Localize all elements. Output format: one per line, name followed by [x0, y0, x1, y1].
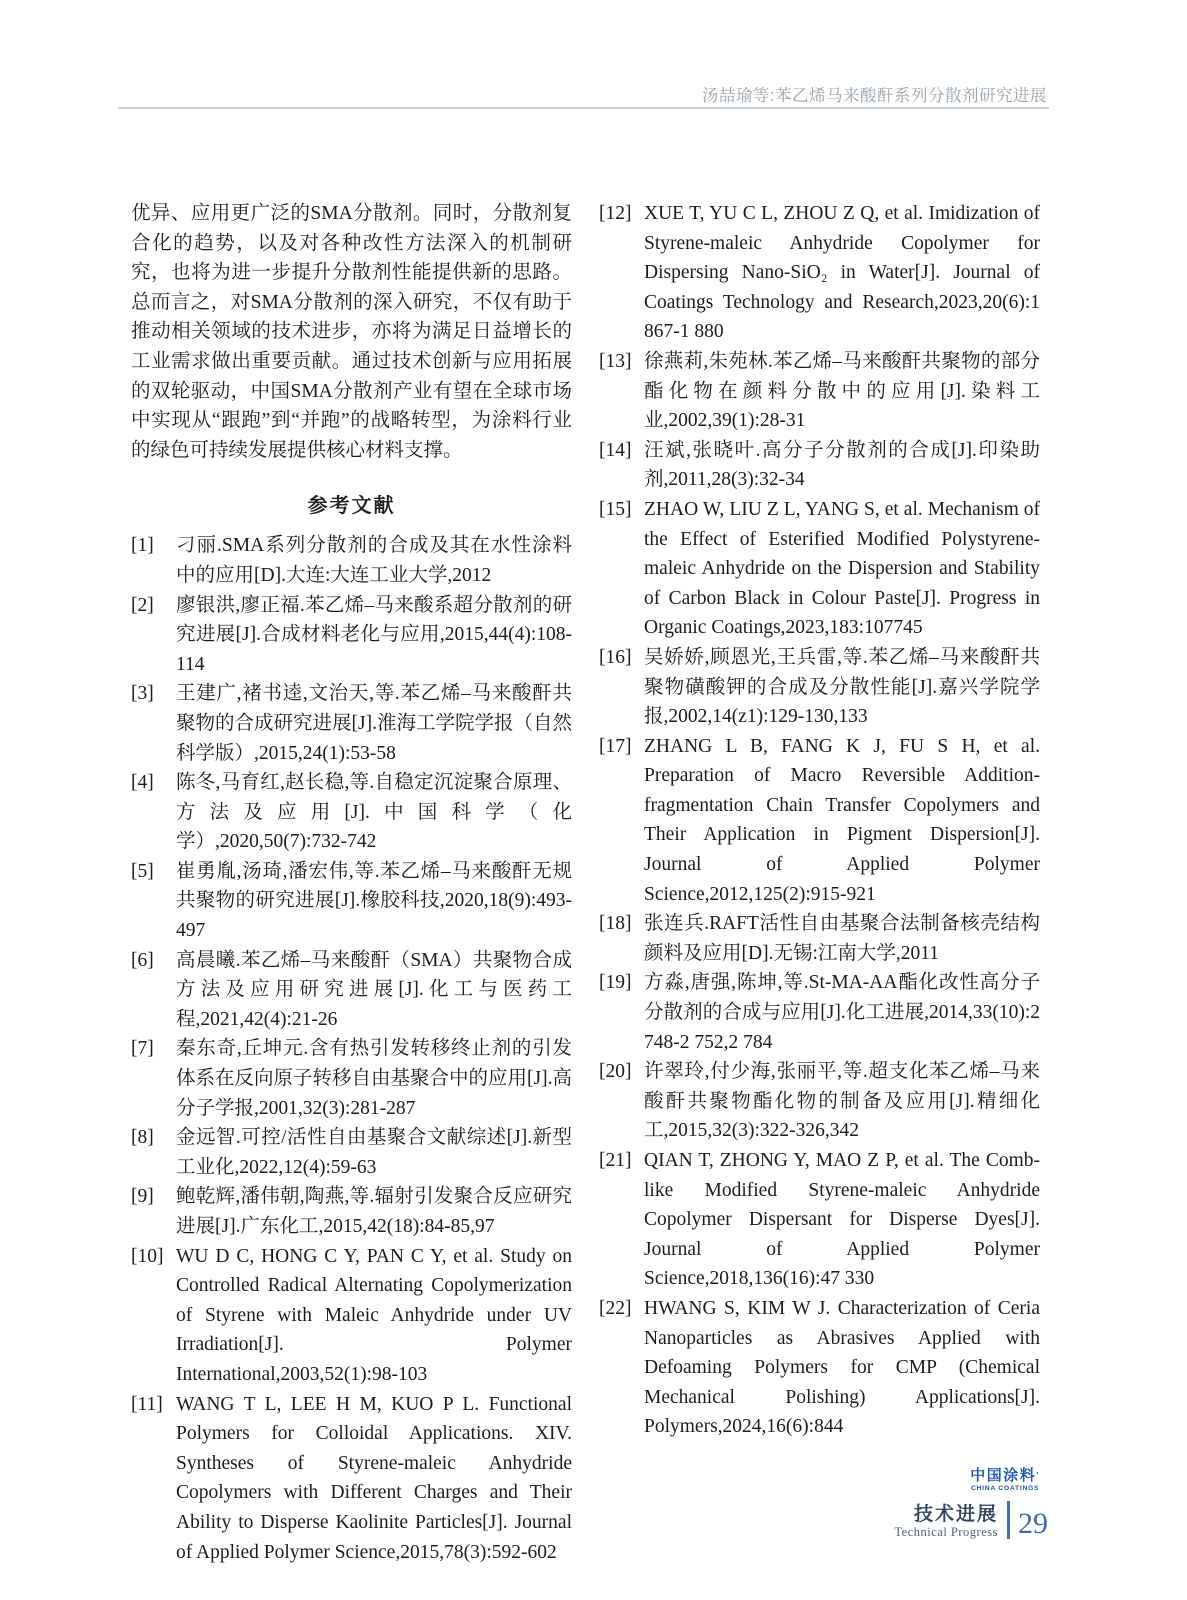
reference-item: [599, 1146, 1040, 1294]
ref-number: [22]: [599, 1297, 632, 1319]
publisher-logo-area: [599, 1468, 1040, 1495]
ref-number: [15]: [599, 498, 632, 520]
ref-text: 吴娇娇,顾恩光,王兵雷,等.苯乙烯–马来酸酐共聚物磺酸钾的合成及分散性能[J].嘉兴学院学报,2002,14(z1):129-130,133: [644, 646, 1040, 728]
reference-item: [131, 591, 572, 680]
logo-trademark: ’: [1036, 1470, 1040, 1480]
ref-number: [14]: [599, 439, 632, 461]
reference-item: [131, 946, 572, 1035]
references-heading: 参考文献: [307, 495, 396, 518]
ref-number: [7]: [131, 1038, 154, 1060]
ref-text: 高晨曦.苯乙烯–马来酸酐（SMA）共聚物合成方法及应用研究进展[J].化工与医药工程,2021,42(4):21-26: [176, 949, 572, 1030]
ref-number: [8]: [131, 1127, 154, 1149]
logo-title-text: 中国涂料: [970, 1466, 1037, 1484]
reference-item: [131, 1034, 572, 1123]
footer-divider: [1007, 1501, 1010, 1539]
ref-number: [19]: [599, 972, 632, 994]
reference-item: [599, 436, 1040, 495]
column-right: [599, 199, 1040, 1567]
ref-text: 崔勇胤,汤琦,潘宏伟,等.苯乙烯–马来酸酐无规共聚物的研究进展[J].橡胶科技,2020,18(9):493-497: [176, 860, 572, 942]
reference-item: [131, 768, 572, 857]
china-coatings-logo: [970, 1468, 1040, 1493]
ref-number: [21]: [599, 1150, 632, 1171]
ref-text: WU D C, HONG C Y, PAN C Y, et al. Study on Controlled Radical Alternating Copolymerization of Styrene with Maleic Anhydride under UV Irradiation[J]. Polymer International,2003,52(1):98-103: [176, 1245, 572, 1385]
article-columns: [131, 199, 1040, 1567]
ref-number: [1]: [131, 535, 154, 557]
ref-text: 徐燕莉,朱苑林.苯乙烯–马来酸酐共聚物的部分酯化物在颜料分散中的应用[J].染料工业,2002,39(1):28-31: [644, 350, 1040, 432]
reference-item: [599, 347, 1040, 436]
footer-page-number: 29: [1018, 1507, 1048, 1540]
reference-item: [599, 643, 1040, 732]
ref-text: HWANG S, KIM W J. Characterization of Ceria Nanoparticles as Abrasives Applied with Defoaming Polymers for CMP (Chemical Mechanical Polishing) Applications[J]. Polymers,2024,16(6):844: [644, 1297, 1040, 1438]
ref-number: [10]: [131, 1245, 164, 1267]
ref-text: XUE T, YU C L, ZHOU Z Q, et al. Imidization of Styrene-maleic Anhydride Copolymer for Dispersing Nano-SiO₂ in Water[J]. Journal of Coatings Technology and Research,2023,20(6):1 867-1 880: [644, 203, 1040, 343]
ref-text: ZHANG L B, FANG K J, FU S H, et al. Preparation of Macro Reversible Addition-fragmentation Chain Transfer Copolymers and Their Application in Pigment Dispersion[J]. Journal of Applied Polymer Science,2012,125(2):915-921: [644, 735, 1040, 905]
reference-item: [131, 531, 572, 590]
reference-item: [131, 1242, 572, 1390]
ref-number: [4]: [131, 772, 154, 794]
ref-text: 许翠玲,付少海,张丽平,等.超支化苯乙烯–马来酸酐共聚物酯化物的制备及应用[J].精细化工,2015,32(3):322-326,342: [644, 1061, 1040, 1142]
ref-text: 汪斌,张晓叶.高分子分散剂的合成[J].印染助剂,2011,28(3):32-34: [644, 439, 1040, 491]
ref-number: [3]: [131, 683, 154, 705]
column-left: [131, 199, 572, 1567]
ref-text: 金远智.可控/活性自由基聚合文献综述[J].新型工业化,2022,12(4):59-63: [176, 1127, 572, 1178]
ref-text: 张连兵.RAFT活性自由基聚合法制备核壳结构颜料及应用[D].无锡:江南大学,2011: [644, 913, 1040, 964]
ref-text: 廖银洪,廖正福.苯乙烯–马来酸系超分散剂的研究进展[J].合成材料老化与应用,2015,44(4):108-114: [176, 594, 572, 675]
reference-item: [599, 495, 1040, 643]
reference-item: [599, 1057, 1040, 1146]
logo-title: [970, 1468, 1040, 1484]
reference-item: [131, 857, 572, 946]
ref-text: QIAN T, ZHONG Y, MAO Z P, et al. The Comb-like Modified Styrene-maleic Anhydride Copolymer Dispersant for Disperse Dyes[J]. Journal of Applied Polymer Science,2018,136(16):47 330: [644, 1150, 1040, 1290]
header-rule: [118, 107, 1049, 109]
footer-section-en: Technical Progress: [894, 1525, 998, 1539]
ref-number: [5]: [131, 860, 154, 882]
running-head: 汤喆瑜等:苯乙烯马来酸酐系列分散剂研究进展: [701, 87, 1047, 105]
ref-number: [17]: [599, 735, 632, 757]
ref-number: [11]: [131, 1393, 163, 1415]
ref-number: [2]: [131, 594, 154, 616]
logo-subtitle: CHINA COATINGS: [970, 1484, 1040, 1492]
reference-item: [599, 909, 1040, 968]
reference-item: [131, 1390, 572, 1568]
ref-number: [16]: [599, 646, 632, 668]
ref-text: ZHAO W, LIU Z L, YANG S, et al. Mechanism of the Effect of Esterified Modified Polystyrene-maleic Anhydride on the Dispersion and Stability of Carbon Black in Colour Paste[J]. Progress in Organic Coatings,2023,183:107745: [644, 498, 1040, 639]
ref-number: [12]: [599, 203, 632, 224]
ref-number: [13]: [599, 350, 632, 372]
reference-item: [131, 1123, 572, 1182]
ref-number: [20]: [599, 1061, 632, 1083]
reference-item: [131, 1182, 572, 1241]
ref-text: 鲍乾辉,潘伟朝,陶燕,等.辐射引发聚合反应研究进展[J].广东化工,2015,42(18):84-85,97: [176, 1186, 572, 1237]
ref-number: [6]: [131, 949, 154, 971]
page-footer: [894, 1501, 1048, 1547]
ref-number: [18]: [599, 913, 632, 935]
reference-item: [599, 968, 1040, 1057]
reference-item: [599, 1294, 1040, 1442]
closing-paragraph: 优异、应用更广泛的SMA分散剂。同时，分散剂复合化的趋势，以及对各种改性方法深入的机制研究，也将为进一步提升分散剂性能提供新的思路。总而言之，对SMA分散剂的深入研究，不仅有助于推动相关领域的技术进步，亦将为满足日益增长的工业需求做出重要贡献。通过技术创新与应用拓展的双轮驱动，中国SMA分散剂产业有望在全球市场中实现从“跟跑”到“并跑”的战略转型，为涂料行业的绿色可持续发展提供核心材料支撑。: [131, 203, 572, 461]
ref-text: WANG T L, LEE H M, KUO P L. Functional Polymers for Colloidal Applications. XIV. Syntheses of Styrene-maleic Anhydride Copolymers with Different Charges and Their Ability to Disperse Kaolinite Particles[J]. Journal of Applied Polymer Science,2015,78(3):592-602: [176, 1393, 572, 1563]
ref-text: 刁丽.SMA系列分散剂的合成及其在水性涂料中的应用[D].大连:大连工业大学,2012: [176, 535, 572, 586]
ref-text: 王建广,褚书逵,文治天,等.苯乙烯–马来酸酐共聚物的合成研究进展[J].淮海工学院学报（自然科学版）,2015,24(1):53-58: [176, 683, 572, 764]
ref-text: 方淼,唐强,陈坤,等.St-MA-AA酯化改性高分子分散剂的合成与应用[J].化工进展,2014,33(10):2 748-2 752,2 784: [644, 972, 1040, 1053]
ref-number: [9]: [131, 1186, 154, 1208]
ref-text: 陈冬,马育红,赵长稳,等.自稳定沉淀聚合原理、方法及应用[J].中国科学（化学）,2020,50(7):732-742: [176, 772, 572, 853]
reference-item: [131, 679, 572, 768]
footer-section-cn: 技术进展: [913, 1504, 998, 1525]
ref-text: 秦东奇,丘坤元.含有热引发转移终止剂的引发体系在反向原子转移自由基聚合中的应用[J].高分子学报,2001,32(3):281-287: [176, 1038, 572, 1119]
footer-section-labels: [894, 1501, 998, 1540]
reference-item: [599, 199, 1040, 347]
reference-item: [599, 732, 1040, 910]
